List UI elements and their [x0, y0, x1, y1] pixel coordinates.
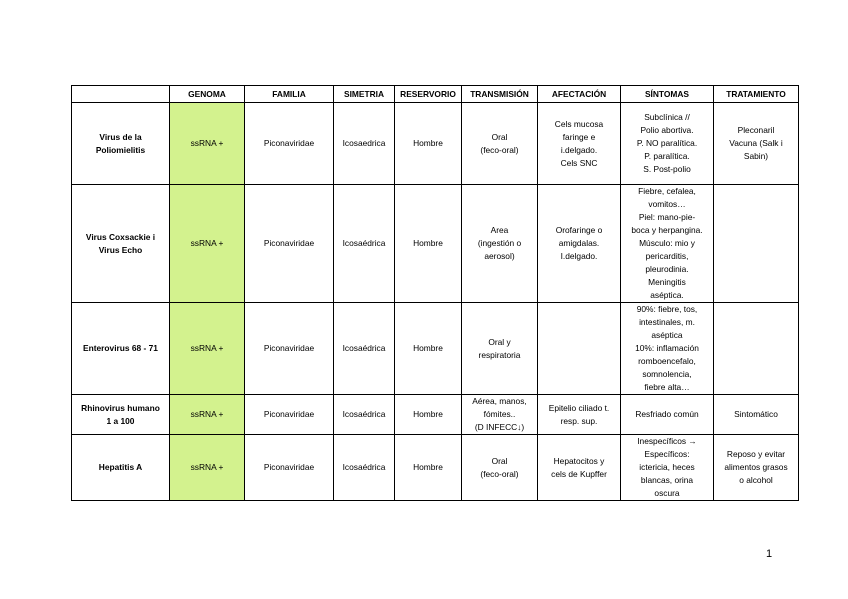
- cell-line: Músculo: mio y: [639, 238, 695, 248]
- table-row: [72, 395, 799, 435]
- cell-transmision: [462, 303, 538, 395]
- cell-simetria: Icosaédrica: [334, 435, 395, 501]
- cell-line: Epitelio ciliado t.: [548, 402, 610, 413]
- cell-sintomas: [621, 395, 714, 435]
- cell-virus: [72, 303, 170, 395]
- cell-line: Virus de la: [99, 131, 142, 142]
- cell-simetria: Icosaedrica: [334, 103, 395, 185]
- cell-sintomas: [621, 103, 714, 185]
- header-row: [72, 86, 799, 103]
- cell-line: Resfriado común: [635, 409, 699, 419]
- header-simetria: SIMETRIA: [334, 86, 395, 103]
- header-virus: [72, 86, 170, 103]
- cell-afectacion: [538, 103, 621, 185]
- cell-line: Oral y: [488, 336, 511, 347]
- cell-reservorio: Hombre: [395, 395, 462, 435]
- cell-simetria: Icosaédrica: [334, 303, 395, 395]
- cell-line: fómites..: [483, 409, 516, 419]
- cell-genoma: ssRNA +: [170, 103, 245, 185]
- cell-line: aséptica.: [650, 290, 684, 300]
- cell-line: boca y herpangina.: [631, 225, 703, 235]
- cell-line: pericarditis,: [645, 251, 689, 261]
- cell-line: Rhinovirus humano: [81, 402, 160, 413]
- cell-line: P. NO paralítica.: [636, 138, 698, 148]
- cell-line: 90%: fiebre, tos,: [636, 304, 698, 314]
- cell-line: alimentos grasos: [724, 462, 788, 472]
- cell-line: (feco-oral): [480, 468, 519, 479]
- cell-line: 10%: inflamación: [635, 343, 699, 353]
- cell-line: Específicos:: [644, 449, 690, 459]
- cell-sintomas: [621, 185, 714, 303]
- cell-genoma: ssRNA +: [170, 435, 245, 501]
- cell-line: Sabin): [743, 151, 769, 161]
- cell-line: somnolencia,: [642, 369, 692, 379]
- cell-line: Meningitis: [648, 277, 686, 287]
- cell-afectacion: [538, 435, 621, 501]
- cell-line: Cels mucosa: [554, 118, 604, 129]
- cell-line: blancas, orina: [640, 475, 694, 485]
- cell-tratamiento: [714, 185, 799, 303]
- cell-reservorio: Hombre: [395, 185, 462, 303]
- cell-line: Hepatocitos y: [553, 455, 605, 466]
- cell-line: Piel: mano-pie-: [638, 212, 696, 222]
- virus-table: [71, 85, 799, 501]
- cell-line: i.delgado.: [560, 144, 598, 155]
- cell-line: P. paralítica.: [644, 151, 690, 161]
- cell-line: fiebre alta…: [644, 382, 690, 392]
- cell-transmision: [462, 103, 538, 185]
- cell-line: aséptica: [651, 330, 683, 340]
- cell-virus: [72, 395, 170, 435]
- cell-line: amigdalas.: [558, 238, 600, 248]
- cell-virus: [72, 103, 170, 185]
- cell-familia: Piconaviridae: [245, 303, 334, 395]
- header-tratamiento: TRATAMIENTO: [714, 86, 799, 103]
- cell-line: Virus Echo: [98, 244, 143, 255]
- cell-line: I.delgado.: [560, 251, 598, 261]
- cell-familia: Piconaviridae: [245, 435, 334, 501]
- header-familia: FAMILIA: [245, 86, 334, 103]
- cell-line: Oral: [491, 455, 508, 466]
- cell-line: Virus Coxsackie i: [85, 231, 156, 242]
- cell-line: Sintomático: [734, 409, 778, 419]
- cell-line: Aérea, manos,: [472, 396, 527, 406]
- cell-line: Oral: [491, 131, 508, 142]
- cell-line: (ingestión o: [477, 238, 522, 248]
- cell-line: resp. sup.: [560, 415, 598, 426]
- cell-afectacion: [538, 395, 621, 435]
- table-row: [72, 185, 799, 303]
- page-number: 1: [766, 548, 773, 560]
- table-row: [72, 435, 799, 501]
- cell-line: Reposo y evitar: [726, 449, 786, 459]
- cell-line: Inespecíficos →: [637, 436, 697, 446]
- cell-line: aerosol): [484, 251, 515, 261]
- cell-line: Area: [490, 225, 509, 235]
- cell-transmision: [462, 435, 538, 501]
- cell-line: Hepatitis A: [98, 462, 143, 472]
- cell-tratamiento: [714, 395, 799, 435]
- cell-line: faringe e: [562, 131, 596, 142]
- table-body: [72, 103, 799, 501]
- header-reservorio: RESERVORIO: [395, 86, 462, 103]
- cell-line: Orofaringe o: [555, 225, 603, 235]
- cell-reservorio: Hombre: [395, 435, 462, 501]
- cell-afectacion: [538, 185, 621, 303]
- cell-reservorio: Hombre: [395, 303, 462, 395]
- cell-line: Enterovirus 68 - 71: [83, 343, 158, 353]
- cell-familia: Piconaviridae: [245, 103, 334, 185]
- cell-tratamiento: [714, 435, 799, 501]
- cell-genoma: ssRNA +: [170, 185, 245, 303]
- cell-line: pleurodinia.: [645, 264, 689, 274]
- cell-simetria: Icosaédrica: [334, 395, 395, 435]
- cell-afectacion: [538, 303, 621, 395]
- cell-genoma: ssRNA +: [170, 395, 245, 435]
- cell-line: 1 a 100: [106, 415, 135, 426]
- cell-transmision: [462, 395, 538, 435]
- cell-line: romboencefalo,: [638, 356, 696, 366]
- cell-line: Cels SNC: [560, 157, 598, 168]
- cell-line: Fiebre, cefalea,: [638, 186, 696, 196]
- cell-genoma: ssRNA +: [170, 303, 245, 395]
- cell-line: Subclínica //: [644, 112, 690, 122]
- table-row: [72, 303, 799, 395]
- cell-line: o alcohol: [739, 475, 773, 485]
- cell-familia: Piconaviridae: [245, 185, 334, 303]
- cell-reservorio: Hombre: [395, 103, 462, 185]
- cell-line: ictericia, heces: [639, 462, 695, 472]
- cell-line: S. Post-polio: [643, 164, 691, 174]
- cell-tratamiento: [714, 103, 799, 185]
- cell-line: cels de Kupffer: [551, 468, 607, 479]
- cell-sintomas: [621, 303, 714, 395]
- cell-line: (feco-oral): [480, 144, 519, 155]
- header-genoma: GENOMA: [170, 86, 245, 103]
- cell-sintomas: [621, 435, 714, 501]
- cell-line: intestinales, m.: [639, 317, 695, 327]
- cell-simetria: Icosaédrica: [334, 185, 395, 303]
- table-row: [72, 103, 799, 185]
- cell-transmision: [462, 185, 538, 303]
- cell-virus: [72, 185, 170, 303]
- header-afectacion: AFECTACIÓN: [538, 86, 621, 103]
- header-sintomas: SÍNTOMAS: [621, 86, 714, 103]
- cell-virus: [72, 435, 170, 501]
- cell-line: vomitos…: [648, 199, 686, 209]
- cell-line: Polio abortiva.: [640, 125, 694, 135]
- cell-line: (D INFECC↓): [474, 422, 525, 432]
- cell-familia: Piconaviridae: [245, 395, 334, 435]
- cell-line: Vacuna (Salk i: [729, 138, 783, 148]
- cell-line: Pleconaril: [737, 125, 775, 135]
- header-transmision: TRANSMISIÓN: [462, 86, 538, 103]
- cell-line: respiratoria: [478, 349, 521, 360]
- cell-line: Poliomielitis: [95, 144, 146, 155]
- cell-tratamiento: [714, 303, 799, 395]
- cell-line: oscura: [654, 488, 680, 498]
